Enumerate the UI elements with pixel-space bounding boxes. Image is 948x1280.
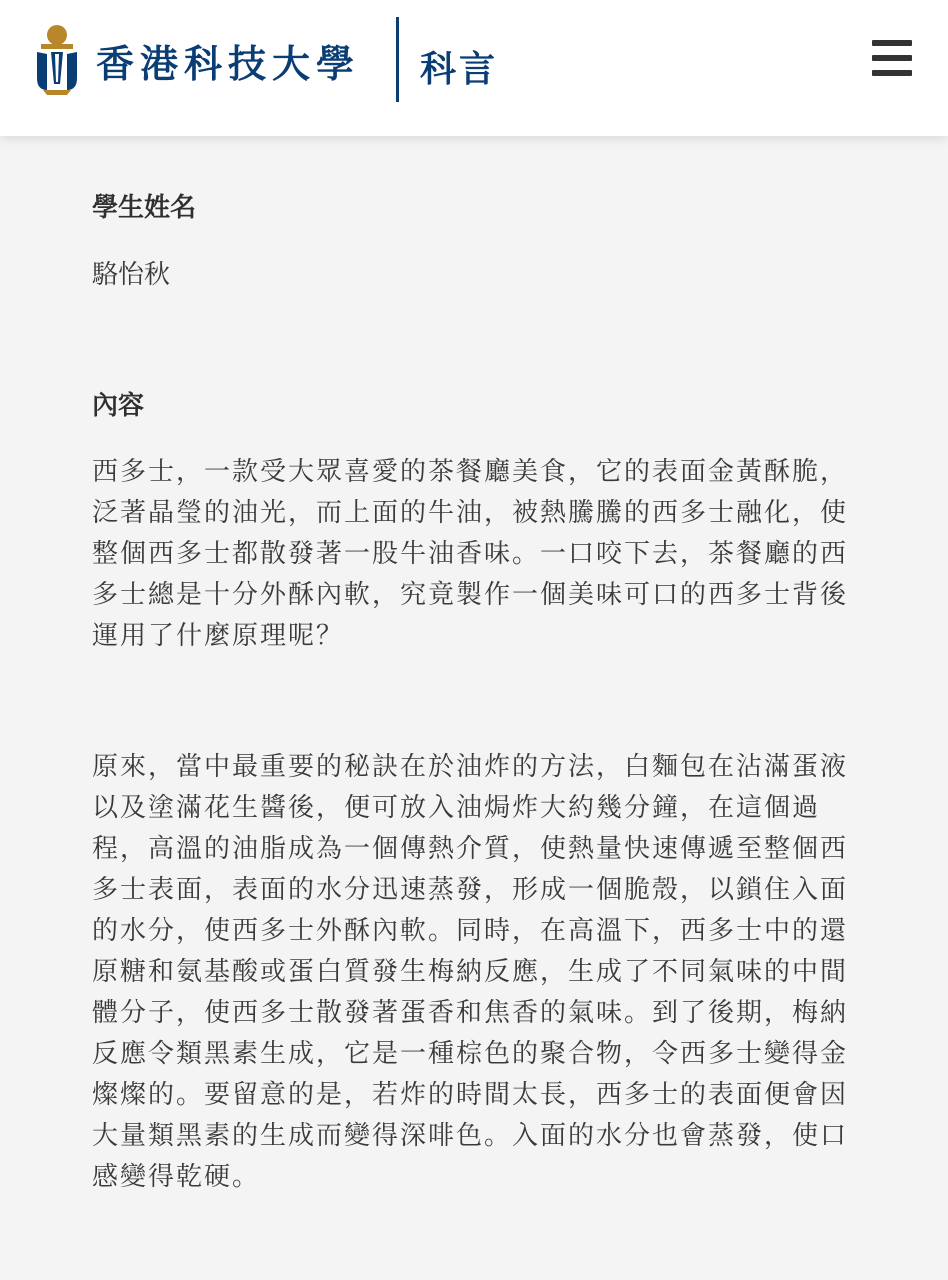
content-label: 內容 xyxy=(92,391,145,421)
content-paragraph-1: 西多士，一款受大眾喜愛的茶餐廳美食，它的表面金黃酥脆，泛著晶瑩的油光，而上面的牛油，被熱騰騰的西多士融化，使整個西多士都散發著一股牛油香味。一口咬下去，茶餐廳的西多士總是十分外酥內軟，究竟製作一個美味可口的西多士背後運用了什麼原理呢？ xyxy=(92,457,849,651)
university-name[interactable]: 香港科技大學 xyxy=(96,42,361,86)
hkust-emblem-icon[interactable] xyxy=(33,24,81,96)
student-name-label: 學生姓名 xyxy=(92,193,197,223)
student-name-value: 駱怡秋 xyxy=(92,260,171,290)
site-header xyxy=(0,0,948,136)
menu-button[interactable] xyxy=(870,38,916,78)
site-name[interactable]: 科言 xyxy=(420,49,499,90)
content-paragraph-2: 原來，當中最重要的秘訣在於油炸的方法，白麵包在沾滿蛋液以及塗滿花生醬後，便可放入油焗炸大約幾分鐘，在這個過程，高溫的油脂成為一個傳熱介質，使熱量快速傳遞至整個西多士表面，表面的水分迅速蒸發，形成一個脆殼，以鎖住入面的水分，使西多士外酥內軟。同時，在高溫下，西多士中的還原糖和氨基酸或蛋白質發生梅納反應，生成了不同氣味的中間體分子，使西多士散發著蛋香和焦香的氣味。到了後期，梅納反應令類黑素生成，它是一種棕色的聚合物，令西多士變得金燦燦的。要留意的是，若炸的時間太長，西多士的表面便會因大量類黑素的生成而變得深啡色。入面的水分也會蒸發，使口感變得乾硬。 xyxy=(92,752,849,1192)
header-divider xyxy=(396,17,399,102)
